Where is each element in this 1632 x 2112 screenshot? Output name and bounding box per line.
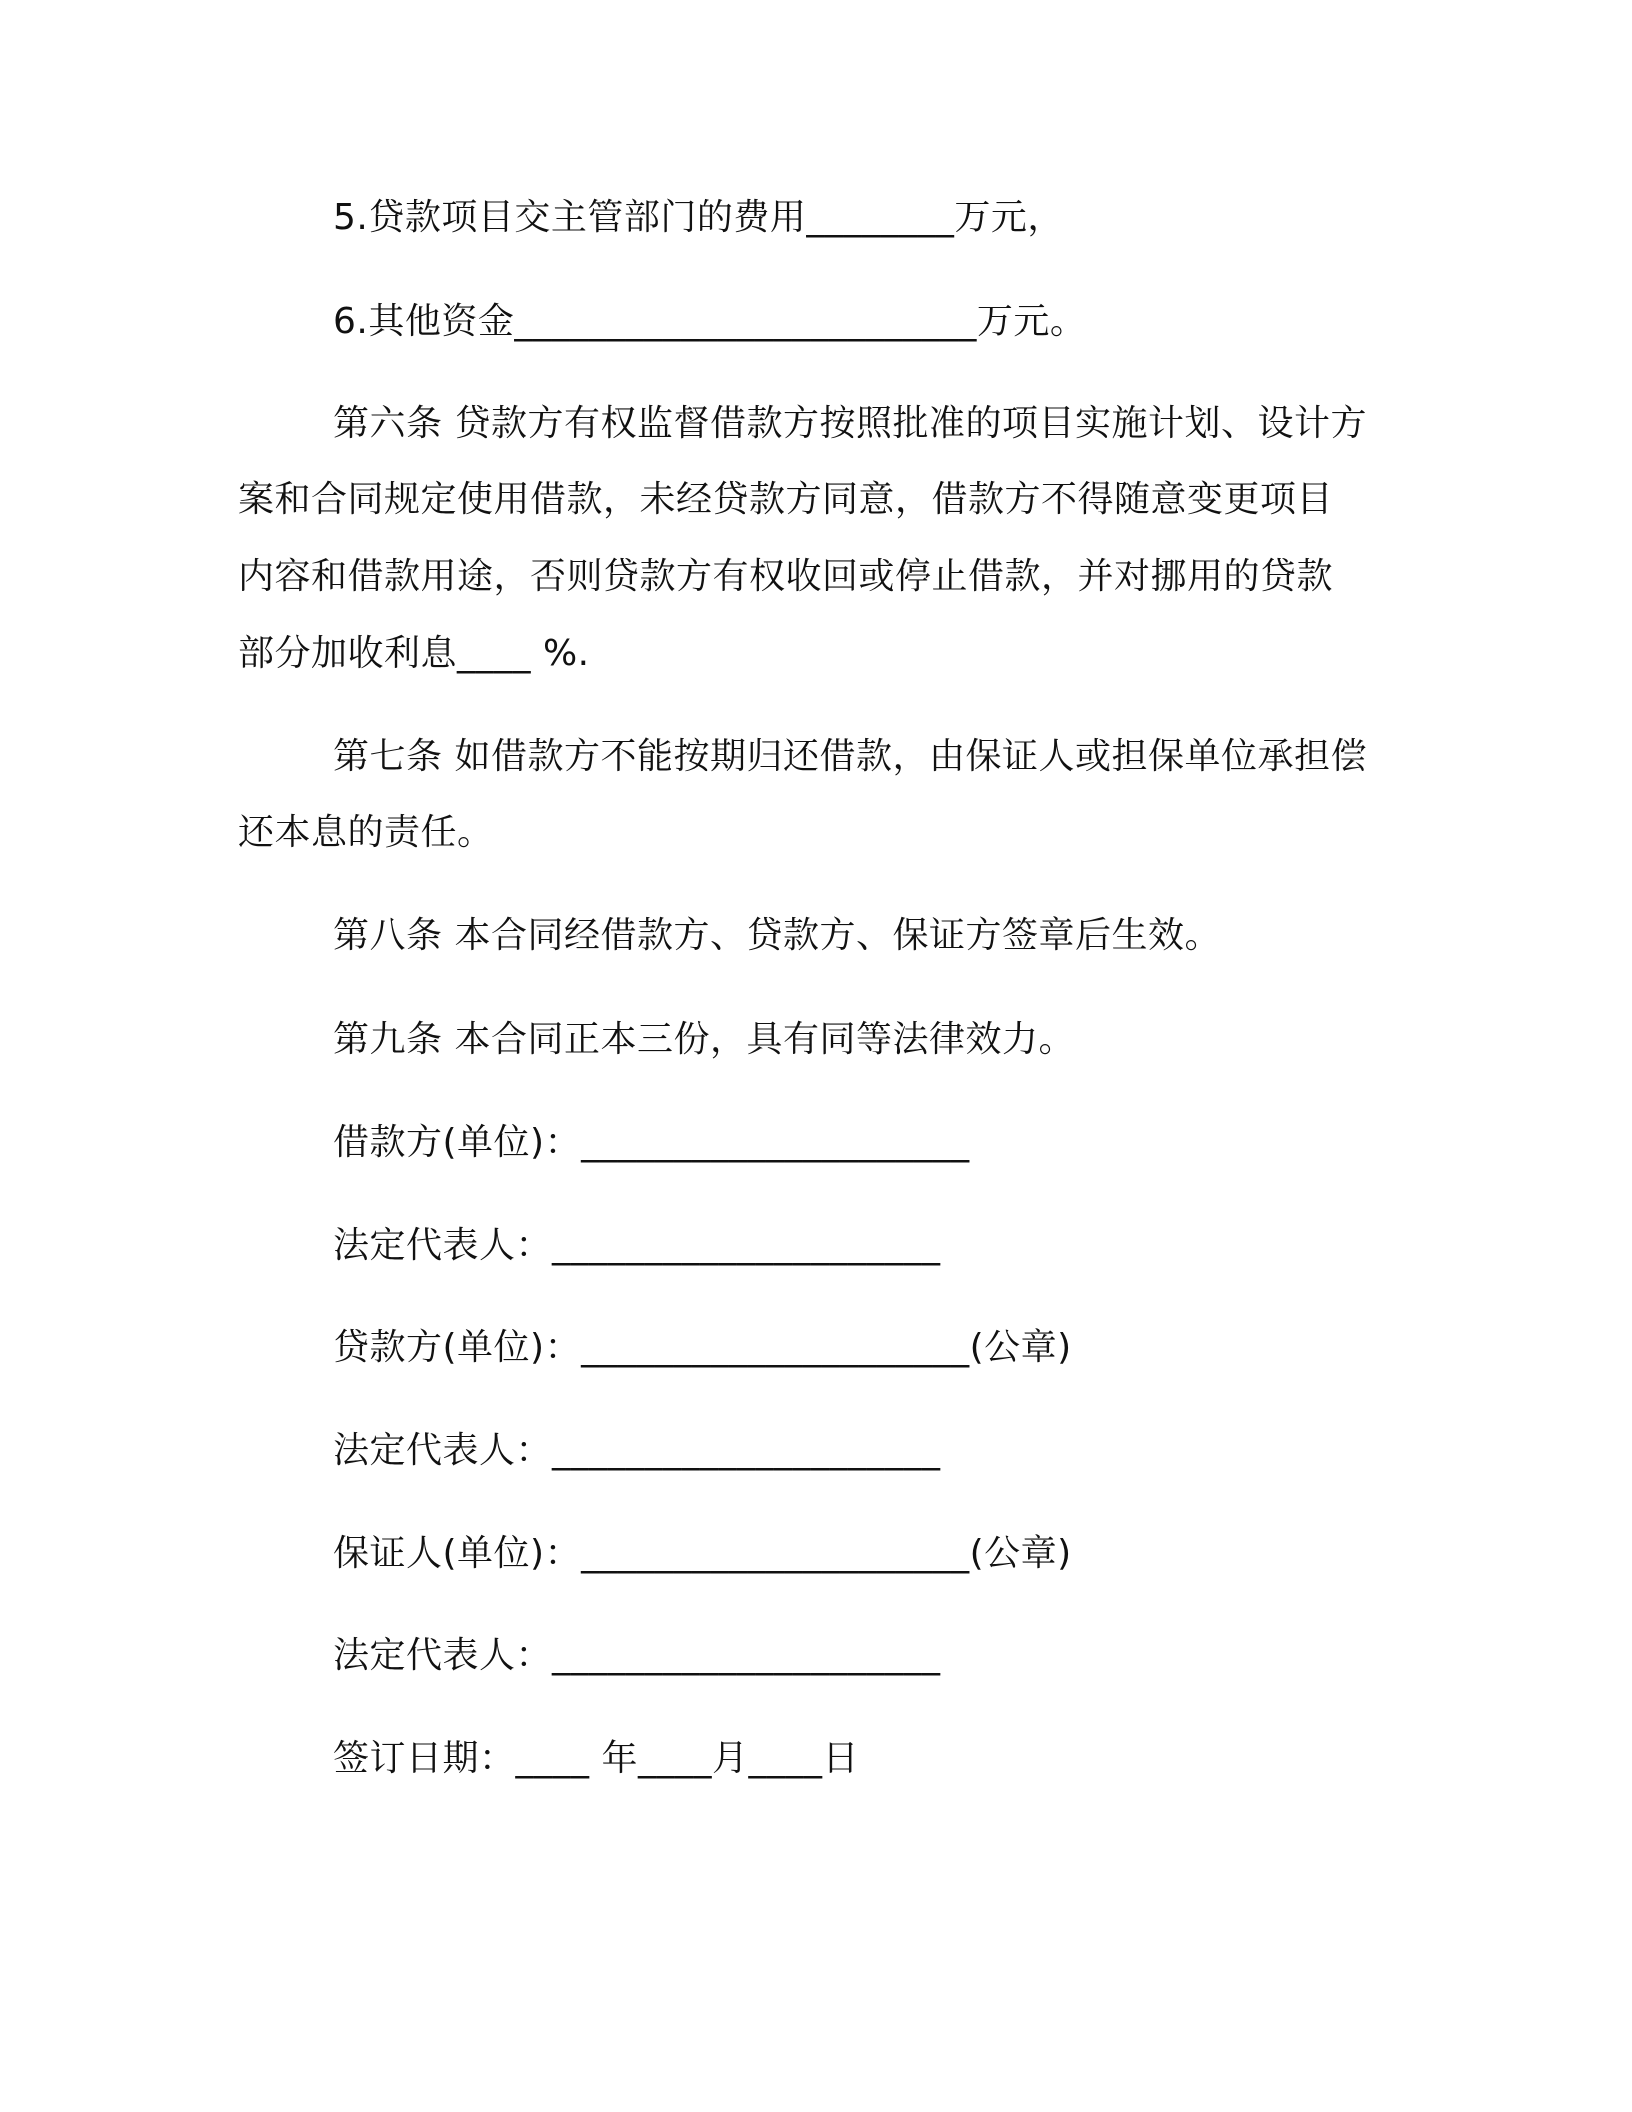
borrower-signature-line: 借款方(单位)：_____________________ — [333, 1122, 970, 1163]
guarantor-representative-line: 法定代表人：_____________________ — [333, 1635, 941, 1676]
article-6-line-2: 案和合同规定使用借款，未经贷款方同意，借款方不得随意变更项目 — [238, 479, 1334, 520]
item-6-other-funds: 6.其他资金_________________________万元。 — [333, 301, 1087, 342]
article-6-line-3: 内容和借款用途，否则贷款方有权收回或停止借款，并对挪用的贷款 — [238, 556, 1334, 597]
lender-representative-line: 法定代表人：_____________________ — [333, 1430, 941, 1471]
article-7-line-2: 还本息的责任。 — [238, 812, 494, 853]
guarantor-signature-line: 保证人(单位)：_____________________(公章) — [333, 1533, 1072, 1574]
article-7-line-1: 第七条 如借款方不能按期归还借款，由保证人或担保单位承担偿 — [333, 736, 1367, 777]
article-8: 第八条 本合同经借款方、贷款方、保证方签章后生效。 — [333, 915, 1221, 956]
item-5-fee: 5.贷款项目交主管部门的费用________万元， — [333, 197, 1064, 238]
article-6-line-1: 第六条 贷款方有权监督借款方按照批准的项目实施计划、设计方 — [333, 403, 1367, 444]
borrower-representative-line: 法定代表人：_____________________ — [333, 1225, 941, 1266]
article-9: 第九条 本合同正本三份，具有同等法律效力。 — [333, 1019, 1075, 1060]
signing-date-line: 签订日期：____ 年____月____日 — [333, 1738, 859, 1779]
lender-signature-line: 贷款方(单位)：_____________________(公章) — [333, 1327, 1072, 1368]
article-6-line-4: 部分加收利息____ %. — [238, 633, 590, 674]
